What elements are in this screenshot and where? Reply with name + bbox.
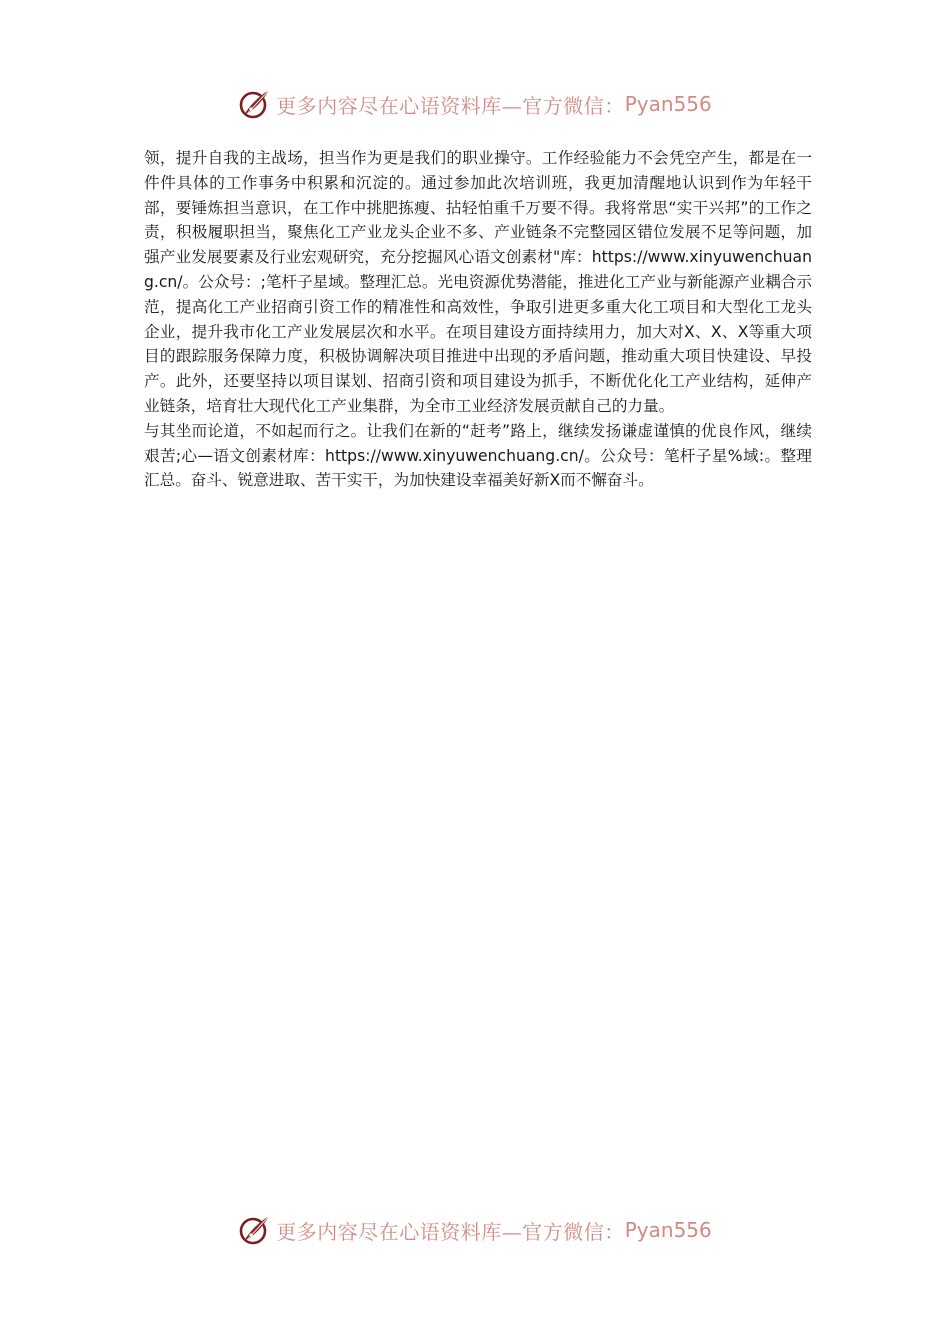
- document-body: [144, 146, 812, 493]
- header-wechat-handle: Pyan556: [624, 92, 712, 116]
- body-paragraph-1: 领，提升自我的主战场，担当作为更是我们的职业操守。工作经验能力不会凭空产生，都是在一件件具体的工作事务中积累和沉淀的。通过参加此次培训班，我更加清醒地认识到作为年轻干部，要锤炼担当意识，在工作中挑肥拣瘦、拈轻怕重千万要不得。我将常思“实干兴邦”的工作之责，积极履职担当，聚焦化工产业龙头企业不多、产业链条不完整园区错位发展不足等问题，加强产业发展要素及行业宏观研究，充分挖掘风心语文创素材"库：https://www.xinyuwenchuang.cn/。公众号：;笔杆子星域。整理汇总。光电资源优势潜能，推进化工产业与新能源产业耦合示范，提高化工产业招商引资工作的精准性和高效性，争取引进更多重大化工项目和大型化工龙头企业，提升我市化工产业发展层次和水平。在项目建设方面持续用力，加大对X、X、X等重大项目的跟踪服务保障力度，积极协调解决项目推进中出现的矛盾问题，推动重大项目快建设、早投产。此外，还要坚持以项目谋划、招商引资和项目建设为抓手，不断优化化工产业结构，延伸产业链条，培育壮大现代化工产业集群，为全市工业经济发展贡献自己的力量。: [144, 149, 812, 415]
- header-slogan: 更多内容尽在心语资料库—官方微信：: [276, 93, 625, 118]
- quill-pen-logo-icon: [238, 1213, 272, 1247]
- footer-wechat-handle: Pyan556: [624, 1218, 712, 1242]
- footer-slogan: 更多内容尽在心语资料库—官方微信：: [276, 1219, 625, 1244]
- header-banner: [0, 84, 950, 124]
- footer-banner: [0, 1210, 950, 1250]
- body-paragraph-2: 与其坐而论道，不如起而行之。让我们在新的“赶考”路上，继续发扬谦虚谨慎的优良作风，继续艰苦;心—语文创素材库：https://www.xinyuwenchuang.cn/。公众号：笔杆子星%域:。整理汇总。奋斗、锐意进取、苦干实干，为加快建设幸福美好新X而不懈奋斗。: [144, 421, 812, 490]
- quill-pen-logo-icon: [238, 87, 272, 121]
